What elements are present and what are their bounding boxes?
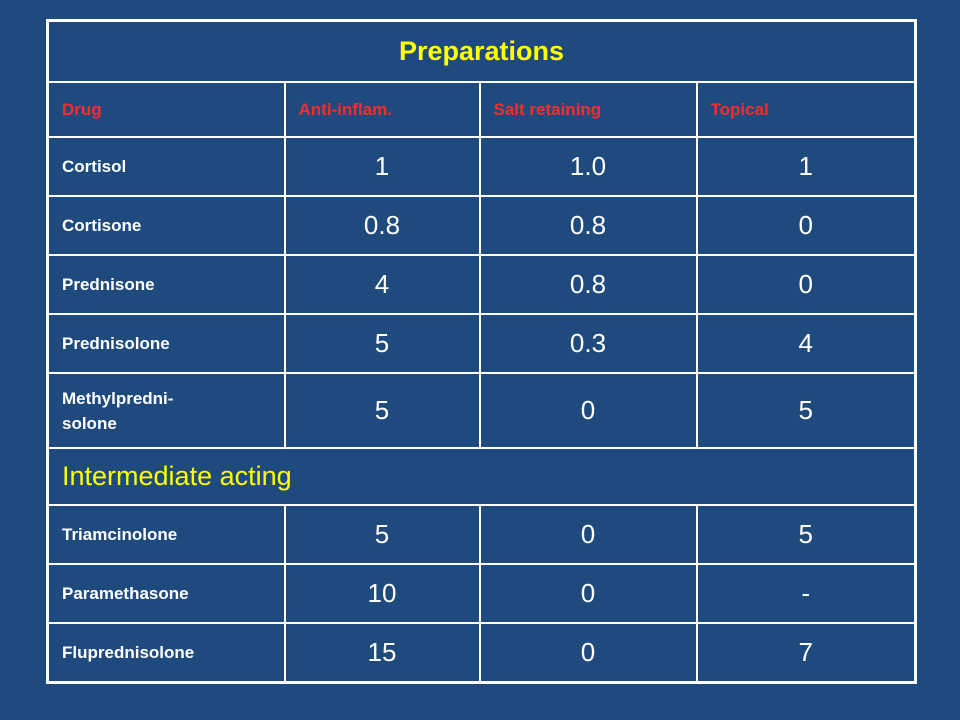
topical-cell: 1 [697,137,916,196]
anti-inflam-cell: 4 [285,255,480,314]
drug-name-cell: Paramethasone [48,564,285,623]
table-row [48,564,916,623]
drug-name-cell: Cortisol [48,137,285,196]
table-row [48,373,916,448]
drug-name-cell: Prednisone [48,255,285,314]
topical-cell: 0 [697,196,916,255]
anti-inflam-cell: 15 [285,623,480,683]
topical-cell: - [697,564,916,623]
drug-name-cell: Cortisone [48,196,285,255]
topical-cell: 4 [697,314,916,373]
topical-cell: 5 [697,505,916,564]
drug-name-cell: Prednisolone [48,314,285,373]
anti-inflam-cell: 1 [285,137,480,196]
preparations-table [46,19,917,684]
table-title: Preparations [48,21,916,83]
drug-name-line: Methylpredni- [62,388,174,408]
topical-cell: 5 [697,373,916,448]
table-row [48,196,916,255]
header-anti-inflam: Anti-inflam. [285,82,480,137]
topical-cell: 0 [697,255,916,314]
salt-retaining-cell: 0 [480,373,697,448]
salt-retaining-cell: 0 [480,505,697,564]
table-row [48,314,916,373]
salt-retaining-cell: 0.8 [480,255,697,314]
salt-retaining-cell: 0 [480,564,697,623]
anti-inflam-cell: 10 [285,564,480,623]
section-header-row [48,448,916,505]
drug-name-line: solone [62,413,117,433]
header-salt-retaining: Salt retaining [480,82,697,137]
salt-retaining-cell: 1.0 [480,137,697,196]
topical-cell: 7 [697,623,916,683]
table-row [48,255,916,314]
table-title-row [48,21,916,83]
anti-inflam-cell: 5 [285,505,480,564]
table-header-row [48,82,916,137]
anti-inflam-cell: 5 [285,314,480,373]
drug-name-cell: Fluprednisolone [48,623,285,683]
table-row [48,623,916,683]
salt-retaining-cell: 0 [480,623,697,683]
table-row [48,137,916,196]
drug-name-cell [48,373,285,448]
table-row [48,505,916,564]
header-topical: Topical [697,82,916,137]
anti-inflam-cell: 0.8 [285,196,480,255]
header-drug: Drug [48,82,285,137]
salt-retaining-cell: 0.3 [480,314,697,373]
anti-inflam-cell: 5 [285,373,480,448]
drug-name-cell: Triamcinolone [48,505,285,564]
salt-retaining-cell: 0.8 [480,196,697,255]
section-label: Intermediate acting [48,448,916,505]
